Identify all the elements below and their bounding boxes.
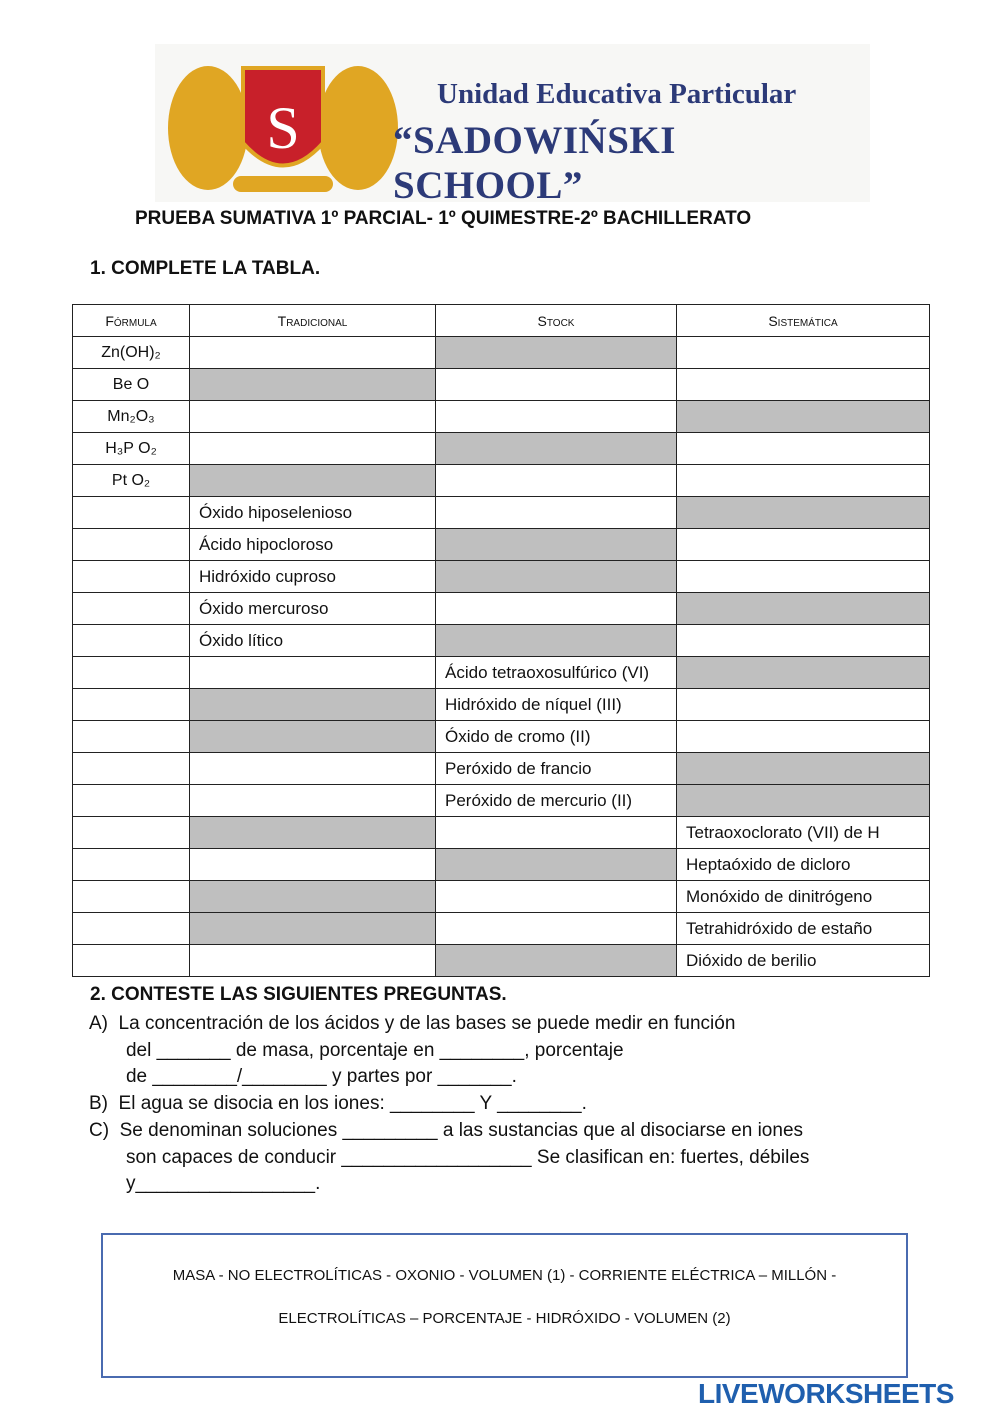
answer-cell-stock[interactable] xyxy=(436,465,677,497)
column-header-sistematica: Sistemática xyxy=(677,305,930,337)
exam-title: PRUEBA SUMATIVA 1º PARCIAL- 1º QUIMESTRE-2º BACHILLERATO xyxy=(135,208,752,229)
question-line: B) El agua se disocia en los iones: ________ Y ________. xyxy=(89,1093,587,1115)
word-bank xyxy=(101,1233,908,1378)
answer-cell-sistematica[interactable] xyxy=(677,465,930,497)
answer-cell-formula[interactable] xyxy=(73,817,190,849)
school-crest-logo xyxy=(163,48,403,200)
cell-tradicional: Hidróxido cuproso xyxy=(190,561,436,593)
table-row xyxy=(73,337,930,369)
cell-sistematica: Monóxido de dinitrógeno xyxy=(677,881,930,913)
table-row xyxy=(73,625,930,657)
cell-formula: Mn₂O₃ xyxy=(73,401,190,433)
answer-cell-sistematica[interactable] xyxy=(677,721,930,753)
answer-cell-sistematica[interactable] xyxy=(677,529,930,561)
table-row xyxy=(73,369,930,401)
table-row xyxy=(73,689,930,721)
answer-cell-formula[interactable] xyxy=(73,849,190,881)
table-row xyxy=(73,497,930,529)
section-2-heading: 2. CONTESTE LAS SIGUIENTES PREGUNTAS. xyxy=(90,984,507,1005)
answer-cell-tradicional[interactable] xyxy=(190,849,436,881)
answer-cell-stock[interactable] xyxy=(436,369,677,401)
cell-stock: Óxido de cromo (II) xyxy=(436,721,677,753)
shaded-cell xyxy=(190,913,436,945)
nomenclature-table xyxy=(72,304,930,977)
answer-cell-sistematica[interactable] xyxy=(677,369,930,401)
answer-cell-formula[interactable] xyxy=(73,721,190,753)
shaded-cell xyxy=(436,337,677,369)
question-line: y_________________. xyxy=(89,1173,321,1195)
answer-cell-sistematica[interactable] xyxy=(677,561,930,593)
answer-cell-sistematica[interactable] xyxy=(677,625,930,657)
table-row xyxy=(73,785,930,817)
table-row xyxy=(73,881,930,913)
cell-formula: Zn(OH)₂ xyxy=(73,337,190,369)
svg-text:S: S xyxy=(266,95,300,161)
cell-sistematica: Dióxido de berilio xyxy=(677,945,930,977)
cell-stock: Ácido tetraoxosulfúrico (VI) xyxy=(436,657,677,689)
answer-cell-formula[interactable] xyxy=(73,753,190,785)
word-bank-line-1: MASA - NO ELECTROLÍTICAS - OXONIO - VOLUMEN (1) - CORRIENTE ELÉCTRICA – MILLÓN - xyxy=(172,1267,837,1284)
column-header-formula: Fórmula xyxy=(73,305,190,337)
shaded-cell xyxy=(677,657,930,689)
shaded-cell xyxy=(190,881,436,913)
answer-cell-tradicional[interactable] xyxy=(190,753,436,785)
cell-stock: Peróxido de francio xyxy=(436,753,677,785)
question-line: A) La concentración de los ácidos y de las bases se puede medir en función xyxy=(89,1013,736,1034)
shaded-cell xyxy=(677,593,930,625)
answer-cell-stock[interactable] xyxy=(436,817,677,849)
answer-cell-sistematica[interactable] xyxy=(677,433,930,465)
answer-cell-formula[interactable] xyxy=(73,945,190,977)
answer-cell-stock[interactable] xyxy=(436,913,677,945)
table-row xyxy=(73,817,930,849)
cell-formula: Be O xyxy=(73,369,190,401)
answer-cell-stock[interactable] xyxy=(436,593,677,625)
table-row xyxy=(73,401,930,433)
table-row xyxy=(73,465,930,497)
cell-stock: Peróxido de mercurio (II) xyxy=(436,785,677,817)
cell-sistematica: Tetraoxoclorato (VII) de H xyxy=(677,817,930,849)
answer-cell-formula[interactable] xyxy=(73,593,190,625)
answer-cell-stock[interactable] xyxy=(436,497,677,529)
shaded-cell xyxy=(677,401,930,433)
cell-formula: H₃P O₂ xyxy=(73,433,190,465)
answer-cell-tradicional[interactable] xyxy=(190,945,436,977)
table-row xyxy=(73,593,930,625)
shaded-cell xyxy=(190,817,436,849)
question-line: C) Se denominan soluciones _________ a las sustancias que al disociarse en iones xyxy=(89,1119,804,1141)
word-bank-line-2: ELECTROLÍTICAS – PORCENTAJE - HIDRÓXIDO - VOLUMEN (2) xyxy=(278,1310,731,1327)
cell-sistematica: Heptaóxido de dicloro xyxy=(677,849,930,881)
shaded-cell xyxy=(677,753,930,785)
table-row xyxy=(73,913,930,945)
shaded-cell xyxy=(677,785,930,817)
answer-cell-tradicional[interactable] xyxy=(190,657,436,689)
answer-cell-formula[interactable] xyxy=(73,657,190,689)
shaded-cell xyxy=(190,689,436,721)
shaded-cell xyxy=(436,849,677,881)
cell-formula: Pt O₂ xyxy=(73,465,190,497)
shaded-cell xyxy=(436,625,677,657)
column-header-tradicional: Tradicional xyxy=(190,305,436,337)
liveworksheets-watermark: LIVEWORKSHEETS xyxy=(698,1378,954,1409)
table-row xyxy=(73,721,930,753)
shaded-cell xyxy=(436,529,677,561)
answer-cell-formula[interactable] xyxy=(73,497,190,529)
answer-cell-sistematica[interactable] xyxy=(677,689,930,721)
shaded-cell xyxy=(436,433,677,465)
answer-cell-formula[interactable] xyxy=(73,529,190,561)
table-row xyxy=(73,433,930,465)
school-header xyxy=(155,44,870,207)
answer-cell-formula[interactable] xyxy=(73,561,190,593)
cell-tradicional: Ácido hipocloroso xyxy=(190,529,436,561)
answer-cell-formula[interactable] xyxy=(73,881,190,913)
answer-cell-formula[interactable] xyxy=(73,625,190,657)
question-line: de ________/________ y partes por _______. xyxy=(89,1066,517,1088)
question-line: son capaces de conducir __________________ Se clasifican en: fuertes, débiles xyxy=(89,1146,810,1168)
school-line-1: Unidad Educativa Particular xyxy=(437,78,797,110)
school-name: “SADOWIŃSKI SCHOOL” xyxy=(393,119,676,207)
section-1-heading: 1. COMPLETE LA TABLA. xyxy=(90,258,321,279)
table-row xyxy=(73,657,930,689)
cell-tradicional: Óxido lítico xyxy=(190,625,436,657)
answer-cell-formula[interactable] xyxy=(73,785,190,817)
cell-tradicional: Óxido mercuroso xyxy=(190,593,436,625)
cell-sistematica: Tetrahidróxido de estaño xyxy=(677,913,930,945)
question-line: del _______ de masa, porcentaje en ________, porcentaje xyxy=(89,1039,624,1061)
shaded-cell xyxy=(190,721,436,753)
shaded-cell xyxy=(677,497,930,529)
table-row xyxy=(73,753,930,785)
answer-cell-tradicional[interactable] xyxy=(190,337,436,369)
answer-cell-sistematica[interactable] xyxy=(677,337,930,369)
answer-cell-tradicional[interactable] xyxy=(190,785,436,817)
cell-stock: Hidróxido de níquel (III) xyxy=(436,689,677,721)
shaded-cell xyxy=(190,465,436,497)
answer-cell-stock[interactable] xyxy=(436,881,677,913)
answer-cell-formula[interactable] xyxy=(73,689,190,721)
cell-tradicional: Óxido hiposelenioso xyxy=(190,497,436,529)
column-header-stock: Stock xyxy=(436,305,677,337)
shaded-cell xyxy=(436,945,677,977)
answer-cell-tradicional[interactable] xyxy=(190,401,436,433)
answer-cell-tradicional[interactable] xyxy=(190,433,436,465)
table-row xyxy=(73,561,930,593)
shaded-cell xyxy=(190,369,436,401)
table-row xyxy=(73,529,930,561)
table-row xyxy=(73,849,930,881)
answer-cell-stock[interactable] xyxy=(436,401,677,433)
shaded-cell xyxy=(436,561,677,593)
table-row xyxy=(73,945,930,977)
answer-cell-formula[interactable] xyxy=(73,913,190,945)
